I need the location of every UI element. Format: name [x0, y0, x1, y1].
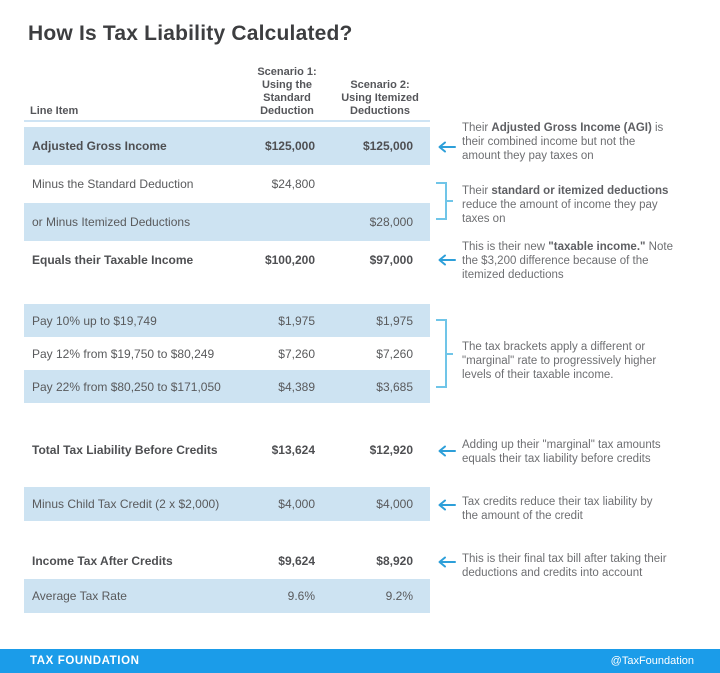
scenario2-value: $97,000 — [369, 253, 413, 267]
table-row — [24, 241, 430, 279]
row-label: Income Tax After Credits — [32, 554, 173, 568]
row-label: Pay 10% up to $19,749 — [32, 313, 157, 328]
table-row — [24, 543, 430, 579]
scenario1-value: $4,000 — [278, 497, 315, 511]
scenario2-value: $125,000 — [362, 139, 413, 153]
table-group-credits — [24, 487, 430, 521]
row-label: Adjusted Gross Income — [32, 139, 167, 153]
bracket-icon — [436, 319, 447, 388]
scenario2-value: $1,975 — [376, 313, 413, 328]
table-row — [24, 337, 430, 370]
annotation-text: The tax brackets apply a different or "marginal" rate to progressively higher levels of their taxable income. — [462, 341, 657, 381]
scenario1-value: 9.6% — [287, 589, 315, 603]
row-label: Pay 22% from $80,250 to $171,050 — [32, 379, 221, 394]
table-group-total — [24, 432, 430, 468]
scenario1-value: $100,200 — [264, 253, 315, 267]
scenario2-value: $4,000 — [376, 497, 413, 511]
scenario2-value: $8,920 — [376, 554, 413, 568]
table-group-brackets — [24, 304, 430, 403]
column-header-scenario1: Scenario 1: Using the Standard Deduction — [257, 66, 317, 117]
row-label: Minus the Standard Deduction — [32, 177, 194, 191]
row-label: or Minus Itemized Deductions — [32, 215, 191, 229]
table-row — [24, 432, 430, 468]
annotation-text: Adding up their "marginal" tax amounts equals their tax liability before credits — [462, 439, 661, 465]
arrow-left-icon — [436, 140, 456, 152]
annotation-text: Tax credits reduce their tax liability by the amount of the credit — [462, 496, 653, 522]
bracket-nub — [445, 353, 453, 355]
scenario2-value: $12,920 — [369, 443, 413, 457]
annotation-text: This is their final tax bill after taking their deductions and credits into account — [462, 553, 667, 579]
annotation-text: Their Adjusted Gross Income (AGI) is their combined income but not the amount they pay taxes on — [462, 122, 664, 162]
scenario2-value: 9.2% — [385, 589, 413, 603]
row-label: Minus Child Tax Credit (2 x $2,000) — [32, 497, 220, 511]
bracket-nub — [445, 200, 453, 202]
arrow-left-icon — [436, 555, 456, 567]
scenario2-value: $3,685 — [376, 379, 413, 394]
scenario1-value: $24,800 — [271, 177, 315, 191]
table-row — [24, 304, 430, 337]
footer-bar — [0, 649, 720, 673]
table-row — [24, 127, 430, 165]
table-row — [24, 370, 430, 403]
scenario1-value: $125,000 — [264, 139, 315, 153]
footer-twitter-handle: @TaxFoundation — [610, 655, 694, 667]
row-label: Average Tax Rate — [32, 589, 127, 603]
scenario1-value: $13,624 — [271, 443, 315, 457]
table-row — [24, 487, 430, 521]
scenario2-value: $28,000 — [369, 215, 413, 229]
table-row — [24, 203, 430, 241]
scenario1-value: $7,260 — [278, 346, 315, 361]
bracket-icon — [436, 182, 447, 220]
page-title: How Is Tax Liability Calculated? — [28, 22, 353, 45]
table-row — [24, 579, 430, 613]
tax-table — [24, 127, 430, 613]
table-group-final — [24, 543, 430, 613]
column-header-scenario2: Scenario 2: Using Itemized Deductions — [341, 79, 419, 117]
header-divider — [24, 120, 430, 122]
column-header-line-item: Line Item — [30, 105, 79, 117]
scenario1-value: $1,975 — [278, 313, 315, 328]
arrow-left-icon — [436, 444, 456, 456]
scenario2-value: $7,260 — [376, 346, 413, 361]
annotation-text: Their standard or itemized deductions reduce the amount of income they pay taxes on — [462, 185, 669, 225]
footer-brand: TAX FOUNDATION — [30, 655, 140, 667]
annotation-text: This is their new "taxable income." Note the $3,200 difference because of the itemized deductions — [462, 241, 673, 281]
scenario1-value: $4,389 — [278, 379, 315, 394]
table-group-income — [24, 127, 430, 279]
arrow-left-icon — [436, 253, 456, 265]
arrow-left-icon — [436, 498, 456, 510]
row-label: Pay 12% from $19,750 to $80,249 — [32, 346, 215, 361]
row-label: Total Tax Liability Before Credits — [32, 443, 218, 457]
table-row — [24, 165, 430, 203]
row-label: Equals their Taxable Income — [32, 253, 194, 267]
scenario1-value: $9,624 — [278, 554, 315, 568]
